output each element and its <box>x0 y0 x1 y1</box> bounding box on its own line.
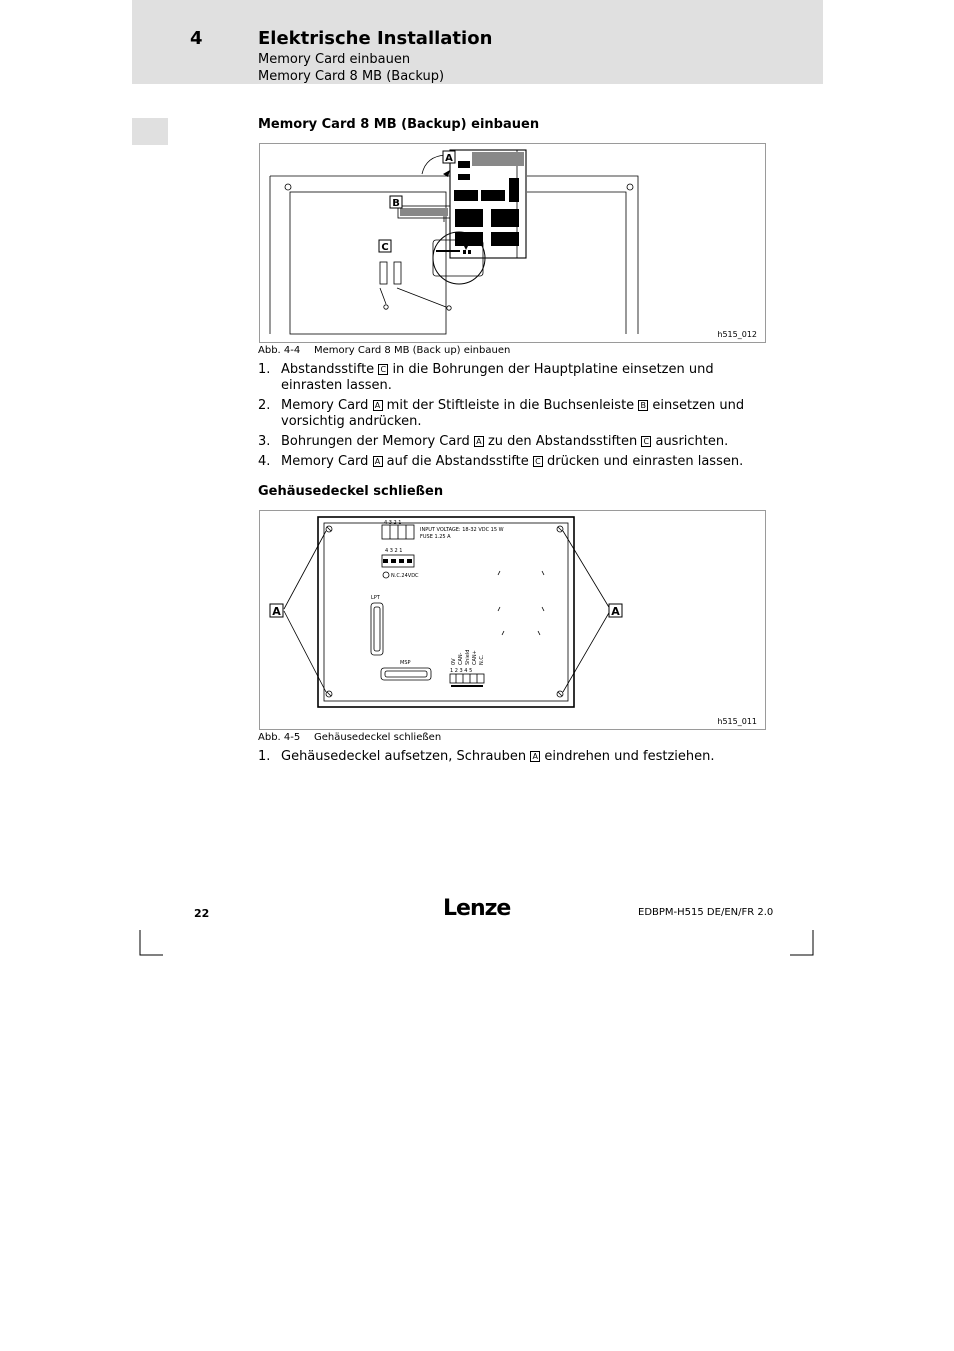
lpt-label: LPT <box>371 595 380 601</box>
bus-label-shield: Shield <box>465 649 471 665</box>
step-1: 1. Abstandsstifte C in die Bohrungen der Hauptplatine einsetzen und einrasten lassen. <box>258 362 714 393</box>
bus-label-can-plus: CAN+ <box>472 650 478 665</box>
caption-text: Gehäusedeckel schließen <box>314 732 442 743</box>
housing-cover-drawing <box>260 511 765 729</box>
section-title-close-cover: Gehäusedeckel schließen <box>258 484 444 499</box>
callout-a-right: A <box>611 605 620 618</box>
lenze-logo: Lenze <box>443 896 511 921</box>
input-voltage-label: INPUT VOLTAGE: 18-32 VDC 15 W <box>420 527 504 533</box>
document-id: EDBPM-H515 DE/EN/FR 2.0 <box>638 907 774 918</box>
caption-number: Abb. 4-4 <box>258 345 301 356</box>
msp-label: MSP <box>400 660 411 666</box>
step-3: 3. Bohrungen der Memory Card A zu den Abstandsstiften C ausrichten. <box>258 434 729 449</box>
memory-card-drawing <box>260 144 765 342</box>
chapter-number: 4 <box>190 28 203 49</box>
bus-pins-label: 1 2 3 4 5 <box>450 668 473 674</box>
page-number: 22 <box>194 907 210 920</box>
callout-a-left: A <box>272 605 281 618</box>
subtitle-memory-card-8mb: Memory Card 8 MB (Backup) <box>258 69 445 84</box>
fuse-label: FUSE 1.25 A <box>420 534 451 540</box>
figure-id: h515_011 <box>717 717 757 726</box>
chapter-title: Elektrische Installation <box>258 28 493 49</box>
install-steps <box>258 362 768 474</box>
step-4: 4. Memory Card A auf die Abstandsstifte C drücken und einrasten lassen. <box>258 454 744 469</box>
nc-24vdc-label: N.C.24VDC <box>391 573 419 579</box>
figure-caption-4-5 <box>258 732 441 743</box>
figure-housing-cover <box>259 510 766 730</box>
terminal-pins-mid: 4 3 2 1 <box>385 548 403 554</box>
figure-memory-card <box>259 143 766 343</box>
callout-c: C <box>381 242 389 253</box>
bus-label-0v: 0V <box>451 658 457 665</box>
bus-label-can-minus: CAN- <box>458 652 464 665</box>
bus-label-nc: N.C. <box>479 654 485 665</box>
callout-a: A <box>445 153 453 164</box>
section-title-install: Memory Card 8 MB (Backup) einbauen <box>258 117 540 132</box>
crop-mark-left <box>139 930 165 956</box>
subtitle-memory-card: Memory Card einbauen <box>258 52 411 67</box>
callout-b: B <box>392 198 400 209</box>
terminal-pins-top: 4 3 2 1 <box>384 520 402 526</box>
figure-caption-4-4 <box>258 345 510 356</box>
step-2: 2. Memory Card A mit der Stiftleiste in die Buchsenleiste B einsetzen und vorsichtig andrücken. <box>258 398 745 429</box>
cover-steps <box>258 749 768 769</box>
side-tab-marker <box>132 118 168 145</box>
step-1: 1. Gehäusedeckel aufsetzen, Schrauben A eindrehen und festziehen. <box>258 749 715 764</box>
caption-number: Abb. 4-5 <box>258 732 301 743</box>
figure-id: h515_012 <box>717 330 757 339</box>
crop-mark-right <box>789 930 815 956</box>
caption-text: Memory Card 8 MB (Back up) einbauen <box>314 345 511 356</box>
